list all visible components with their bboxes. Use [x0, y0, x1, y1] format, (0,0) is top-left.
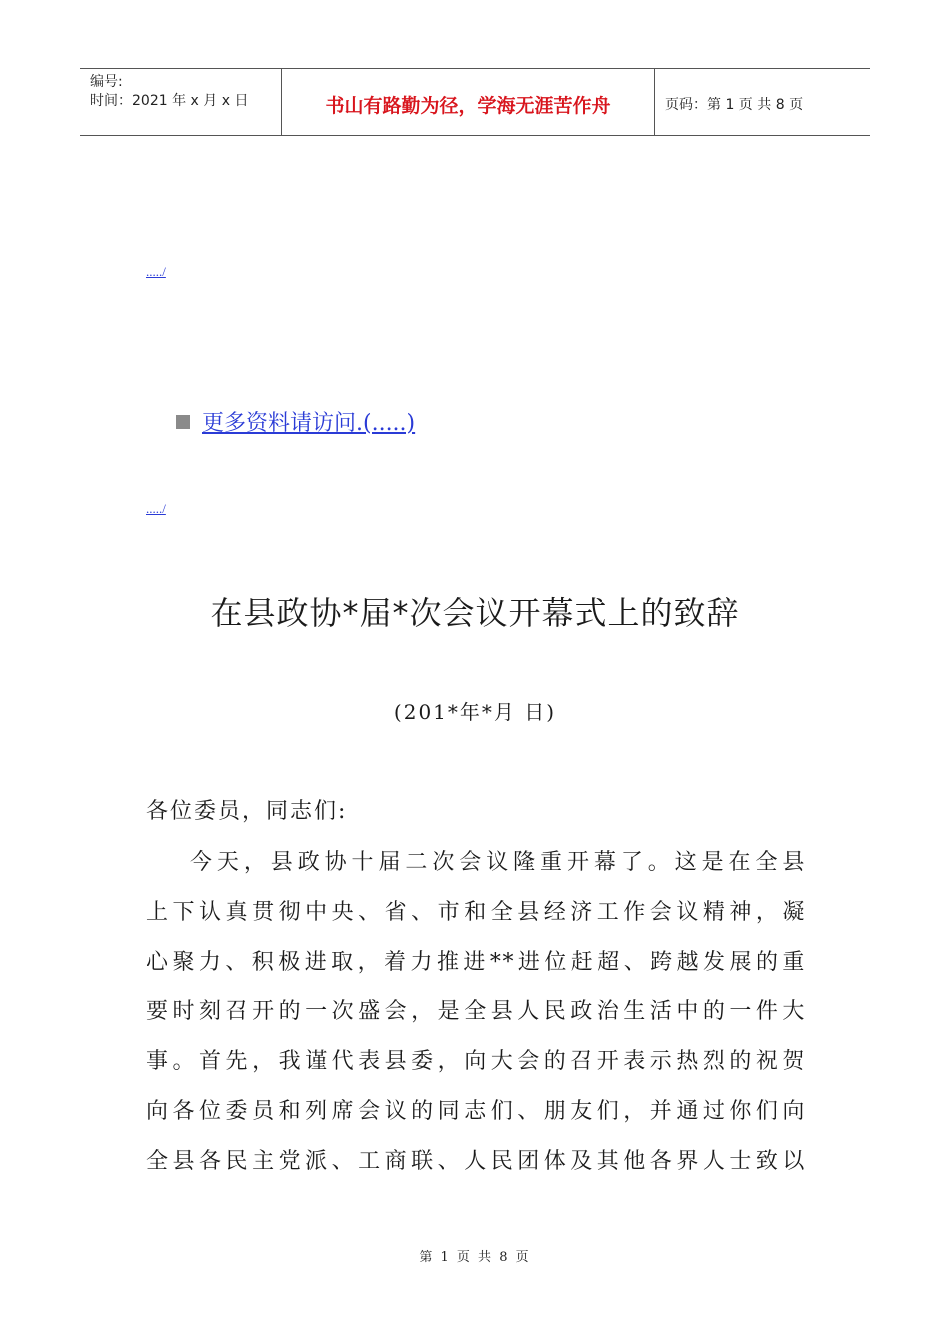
paragraph-line: 上下认真贯彻中央、省、市和全县经济工作会议精神，凝	[146, 899, 806, 925]
bottom-small-link[interactable]: ...../	[146, 501, 166, 516]
more-info-line	[176, 406, 415, 437]
document-date: (201*年*月 日)	[393, 700, 557, 724]
body-paragraph	[146, 838, 806, 1187]
top-small-link[interactable]: ...../	[146, 264, 166, 279]
header-meta-cell	[80, 69, 282, 135]
time-label: 时间：2021 年 x 月 x 日	[90, 93, 249, 109]
header-table	[80, 68, 870, 136]
paragraph-line: 今天，县政协十届二次会议隆重开幕了。这是在全县	[190, 850, 806, 875]
paragraph-line: 全县各民主党派、工商联、人民团体及其他各界人士致以	[146, 1148, 806, 1174]
paragraph-line: 要时刻召开的一次盛会，是全县人民政治生活中的一件大	[146, 999, 806, 1025]
document-title: 在县政协*届*次会议开幕式上的致辞	[210, 594, 740, 632]
paragraph-line: 事。首先，我谨代表县委，向大会的召开表示热烈的祝贺	[146, 1049, 806, 1075]
paragraph-line: 向各位委员和列席会议的同志们、朋友们，并通过你们向	[146, 1098, 806, 1124]
greeting: 各位委员，同志们:	[146, 799, 348, 824]
number-label: 编号:	[90, 74, 123, 90]
header-page-info: 页码：第 1 页 共 8 页	[665, 97, 804, 113]
header-motto: 书山有路勤为径，学海无涯苦作舟	[282, 69, 655, 135]
more-info-link[interactable]: 更多资料请访问.(.....)	[202, 411, 416, 436]
square-bullet-icon	[176, 415, 190, 429]
page-footer: 第 1 页 共 8 页	[419, 1250, 531, 1265]
paragraph-line: 心聚力、积极进取，着力推进**进位赶超、跨越发展的重	[146, 949, 806, 975]
